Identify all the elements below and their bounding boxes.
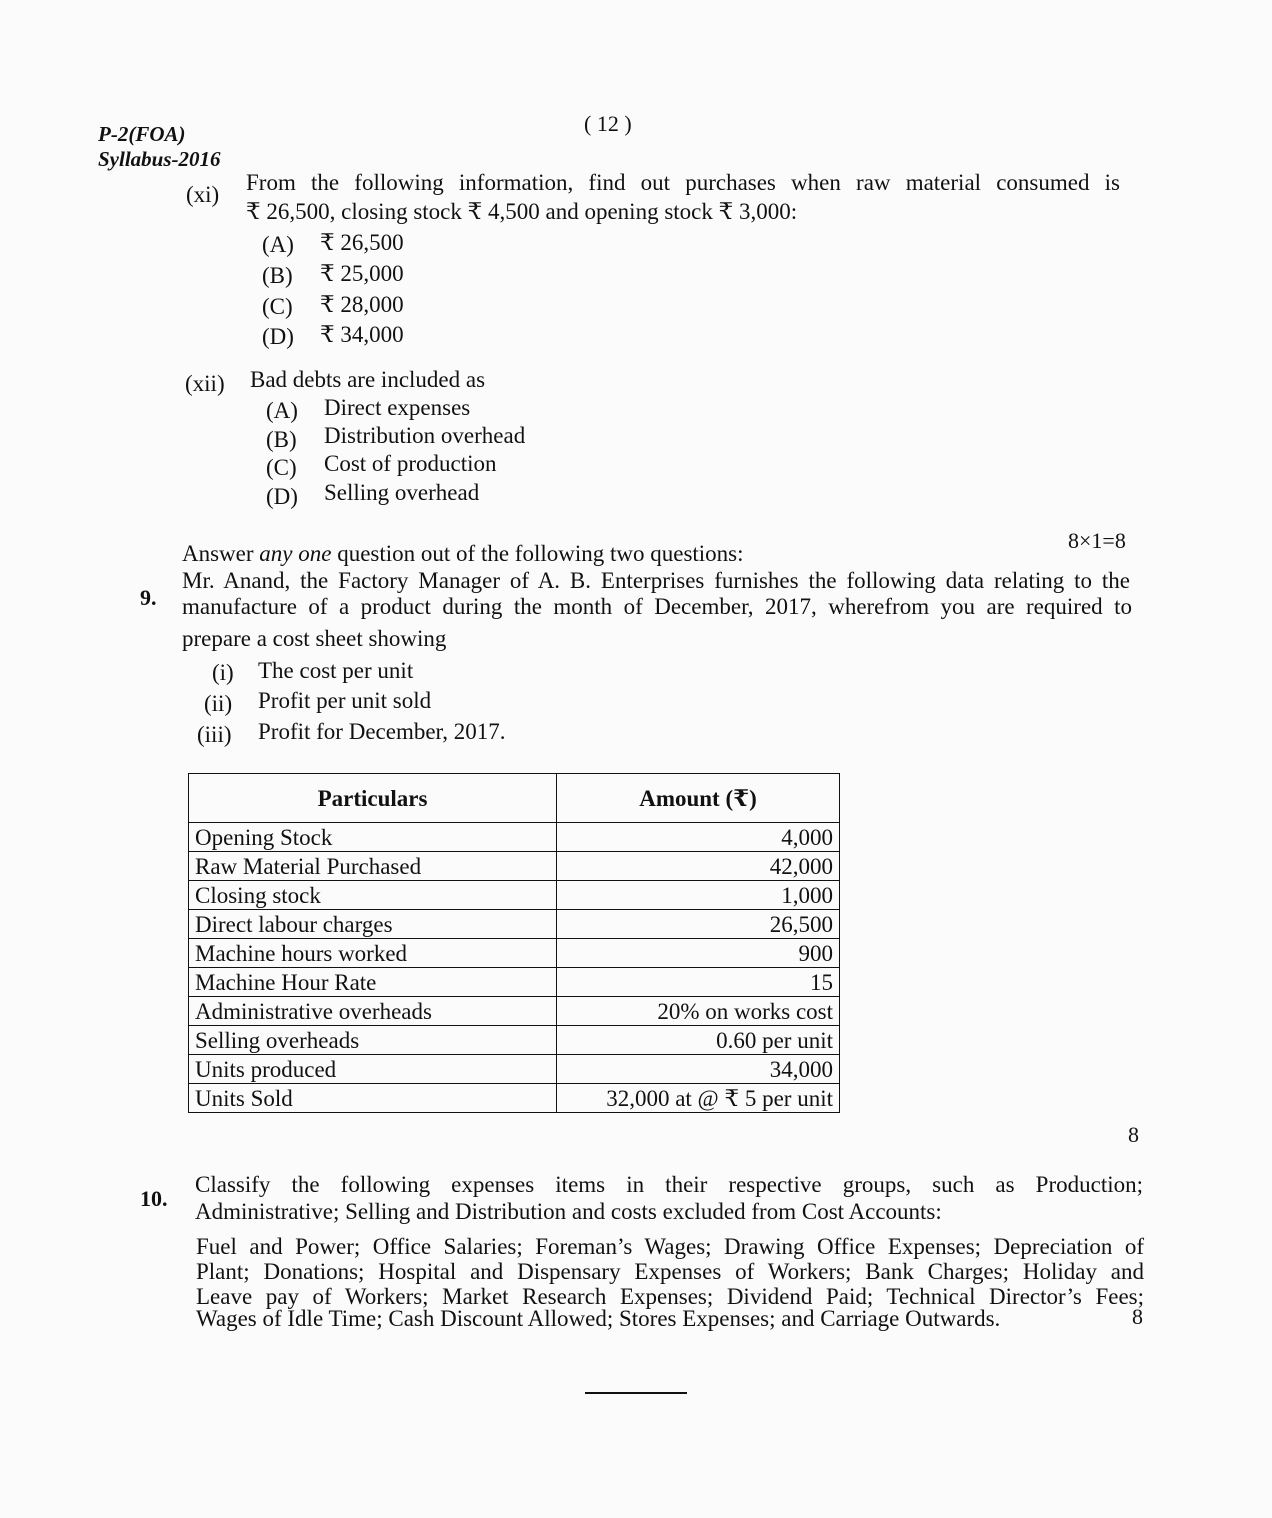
particular-cell: Direct labour charges <box>189 910 557 939</box>
particular-cell: Administrative overheads <box>189 997 557 1026</box>
question-10-number: 10. <box>140 1186 168 1211</box>
table-row <box>189 881 840 910</box>
particular-cell: Units Sold <box>189 1084 557 1113</box>
option-text: ₹ 25,000 <box>320 261 404 286</box>
question-xii-number: (xii) <box>185 371 225 396</box>
expenses-list-line4: Wages of Idle Time; Cash Discount Allowed; Stores Expenses; and Carriage Outwards. <box>196 1306 1001 1331</box>
question-xi-number: (xi) <box>186 182 220 207</box>
amount-cell: 4,000 <box>557 823 840 852</box>
question-9-marks: 8 <box>1128 1122 1139 1147</box>
table-row <box>189 1026 840 1055</box>
table-row <box>189 939 840 968</box>
column-header-amount: Amount (₹) <box>557 774 840 823</box>
option-label: (C) <box>262 294 293 319</box>
question-10-line1: Classify the following expenses items in their respective groups, such as Production; <box>195 1172 1143 1197</box>
option-label: (A) <box>266 398 298 423</box>
option-label: (B) <box>266 427 297 452</box>
table-row <box>189 997 840 1026</box>
table-row <box>189 910 840 939</box>
option-text: Selling overhead <box>324 480 480 505</box>
question-10-marks: 8 <box>1132 1304 1143 1329</box>
section-instruction: Answer any one question out of the following two questions: <box>182 541 744 566</box>
table-row <box>189 823 840 852</box>
option-label: (D) <box>262 324 294 349</box>
question-xi-line2: ₹ 26,500, closing stock ₹ 4,500 and opening stock ₹ 3,000: <box>246 199 798 224</box>
amount-cell: 1,000 <box>557 881 840 910</box>
question-9-number: 9. <box>140 585 157 610</box>
section-marks: 8×1=8 <box>1068 528 1126 553</box>
option-label: (C) <box>266 455 297 480</box>
particular-cell: Machine Hour Rate <box>189 968 557 997</box>
particular-cell: Raw Material Purchased <box>189 852 557 881</box>
amount-cell: 15 <box>557 968 840 997</box>
particular-cell: Selling overheads <box>189 1026 557 1055</box>
particular-cell: Machine hours worked <box>189 939 557 968</box>
expenses-list-line3: Leave pay of Workers; Market Research Expenses; Dividend Paid; Technical Director’s Fees; <box>196 1284 1144 1309</box>
option-text: Direct expenses <box>324 395 471 420</box>
question-xii-text: Bad debts are included as <box>250 367 486 392</box>
option-text: Distribution overhead <box>324 423 526 448</box>
table-row <box>189 968 840 997</box>
subpart-label: (ii) <box>204 691 233 716</box>
particular-cell: Units produced <box>189 1055 557 1084</box>
question-9-line3: prepare a cost sheet showing <box>182 626 447 651</box>
subpart-label: (i) <box>212 660 234 685</box>
page-number: ( 12 ) <box>584 111 632 136</box>
option-text: ₹ 26,500 <box>320 230 404 255</box>
expenses-list-line2: Plant; Donations; Hospital and Dispensary Expenses of Workers; Bank Charges; Holiday and <box>196 1259 1144 1284</box>
subpart-text: The cost per unit <box>258 658 414 683</box>
question-10-line2: Administrative; Selling and Distribution and costs excluded from Cost Accounts: <box>195 1199 942 1224</box>
subpart-text: Profit for December, 2017. <box>258 719 506 744</box>
table-row <box>189 852 840 881</box>
question-xi-line1: From the following information, find out purchases when raw material consumed is <box>246 170 1120 195</box>
option-label: (A) <box>262 232 294 257</box>
amount-cell: 0.60 per unit <box>557 1026 840 1055</box>
particular-cell: Closing stock <box>189 881 557 910</box>
amount-cell: 900 <box>557 939 840 968</box>
amount-cell: 20% on works cost <box>557 997 840 1026</box>
table-row <box>189 1084 840 1113</box>
question-9-line1: Mr. Anand, the Factory Manager of A. B. Enterprises furnishes the following data relating to the <box>182 568 1130 593</box>
amount-cell: 42,000 <box>557 852 840 881</box>
option-label: (B) <box>262 263 293 288</box>
column-header-particulars: Particulars <box>189 774 557 823</box>
subpart-label: (iii) <box>197 722 232 747</box>
option-text: ₹ 28,000 <box>320 292 404 317</box>
subpart-text: Profit per unit sold <box>258 688 432 713</box>
table-header-row <box>189 774 840 823</box>
expenses-list-line1: Fuel and Power; Office Salaries; Foreman’s Wages; Drawing Office Expenses; Depreciation of <box>196 1234 1144 1259</box>
cost-data-table <box>188 773 840 1113</box>
question-9-line2: manufacture of a product during the month of December, 2017, wherefrom you are required to <box>182 594 1132 619</box>
amount-cell: 32,000 at @ ₹ 5 per unit <box>557 1084 840 1113</box>
option-text: Cost of production <box>324 451 497 476</box>
option-text: ₹ 34,000 <box>320 322 404 347</box>
table-row <box>189 1055 840 1084</box>
amount-cell: 34,000 <box>557 1055 840 1084</box>
particular-cell: Opening Stock <box>189 823 557 852</box>
amount-cell: 26,500 <box>557 910 840 939</box>
option-label: (D) <box>266 484 298 509</box>
paper-code: P-2(FOA) <box>98 122 186 146</box>
syllabus-label: Syllabus-2016 <box>98 147 221 171</box>
end-of-page-rule <box>585 1392 687 1394</box>
